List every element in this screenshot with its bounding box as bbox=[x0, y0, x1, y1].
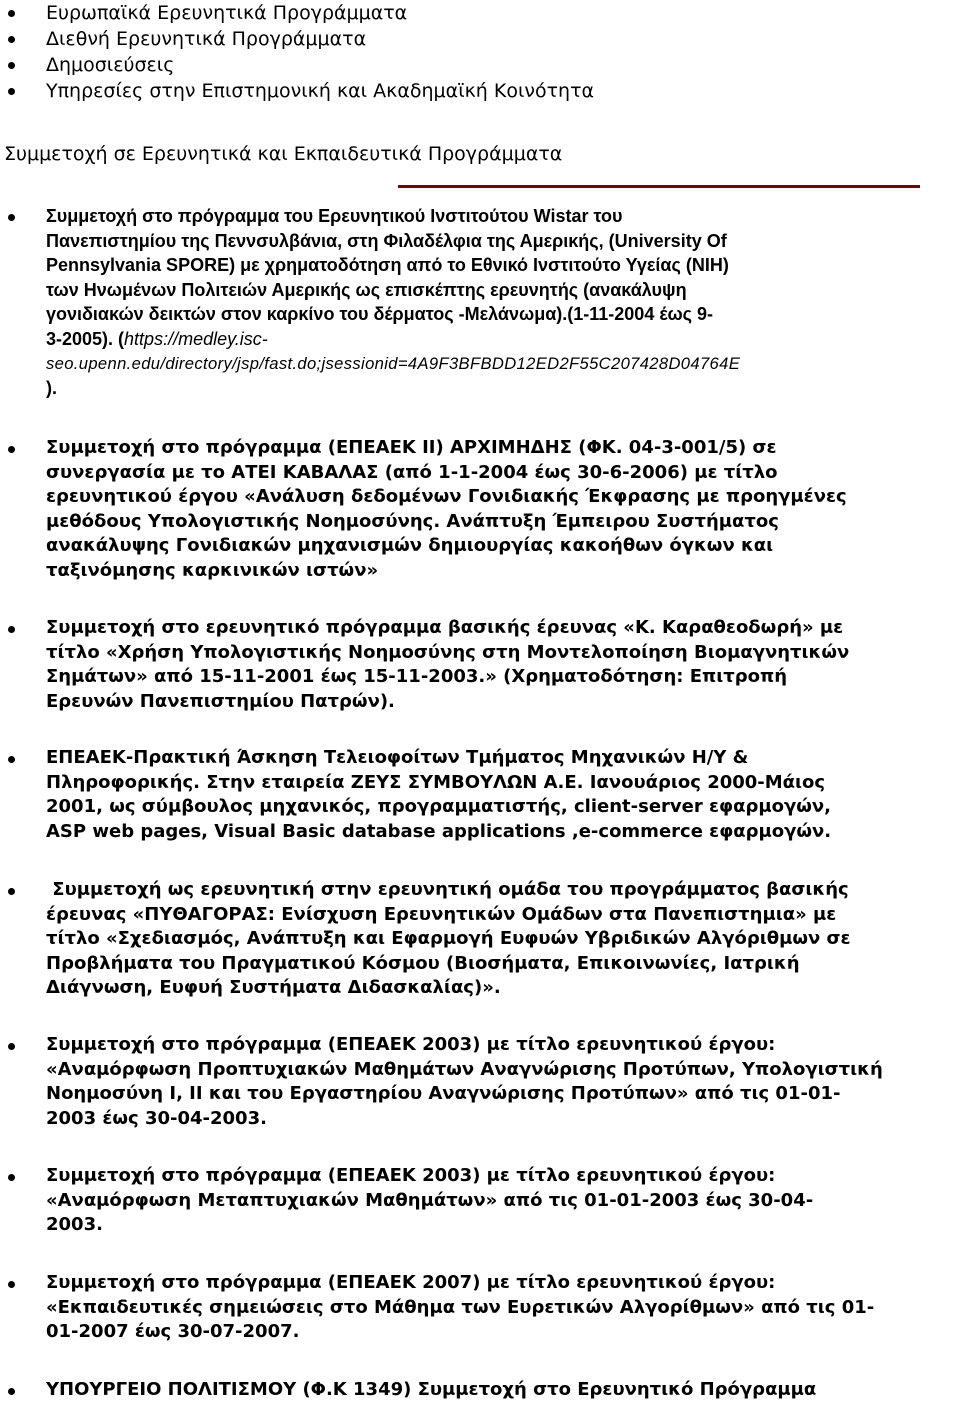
bullet-icon bbox=[8, 756, 15, 763]
entry-line: Διάγνωση, Ευφυή Συστήματα Διδασκαλίας)». bbox=[46, 977, 501, 999]
list-item-label: Ευρωπαϊκά Ερευνητικά Προγράμματα bbox=[46, 2, 408, 24]
bullet-icon bbox=[8, 888, 15, 895]
entry-line: ). bbox=[46, 378, 57, 399]
entry-text bbox=[46, 878, 951, 1001]
entry-line: γονιδιακών δεικτών στον καρκίνο του δέρματος -Μελάνωμα).(1-11-2004 έως 9- bbox=[46, 304, 714, 325]
entry-text bbox=[46, 436, 951, 584]
entry-line: Συμμετοχή ως ερευνητική στην ερευνητική ομάδα του προγράμματος βασικής bbox=[46, 879, 849, 900]
entry-line: «Εκπαιδευτικές σημειώσεις στο Μάθημα των Ευρετικών Αλγορίθμων» από τις 01- bbox=[46, 1296, 875, 1318]
entry-line-text: 3-2005). ( bbox=[46, 328, 125, 349]
list-item bbox=[0, 78, 960, 104]
entry-item bbox=[0, 436, 960, 584]
entry-item bbox=[0, 1271, 960, 1345]
section-divider bbox=[398, 185, 920, 188]
list-item bbox=[0, 52, 960, 78]
url-link[interactable]: https://medley.isc- bbox=[124, 328, 268, 349]
entry-text bbox=[46, 746, 951, 844]
entry-line: ερευνητικού έργου «Ανάλυση δεδομένων Γονιδιακής Έκφρασης με προηγμένες bbox=[46, 486, 847, 508]
entry-text bbox=[46, 616, 951, 714]
entry-line: Σημάτων» από 15-11-2001 έως 15-11-2003.» (Χρηματοδότηση: Επιτροπή bbox=[46, 666, 788, 688]
entry-line: των Ηνωμένων Πολιτειών Αμερικής ως επισκέπτης ερευνητής (ανακάλυψη bbox=[46, 279, 687, 300]
section-heading: Συμμετοχή σε Ερευνητικά και Εκπαιδευτικά Προγράμματα bbox=[4, 143, 563, 165]
entry-text bbox=[46, 1378, 951, 1403]
entry-line: τίτλο «Χρήση Υπολογιστικής Νοημοσύνης στη Μοντελοποίηση Βιομαγνητικών bbox=[46, 641, 850, 663]
entry-line: ASP web pages, Visual Basic database applications ,e-commerce εφαρμογών. bbox=[46, 820, 832, 842]
entry-item bbox=[0, 204, 960, 401]
entry-line: Πανεπιστημίου της Πεννσυλβάνια, στη Φιλαδέλφια της Αμερικής, (University Of bbox=[46, 230, 727, 251]
list-item bbox=[0, 26, 960, 52]
entry-line: Συμμετοχή στο ερευνητικό πρόγραμμα βασικής έρευνας «Κ. Καραθεοδωρή» με bbox=[46, 617, 844, 638]
entry-line: Νοημοσύνη Ι, ΙΙ και του Εργαστηρίου Αναγνώρισης Προτύπων» από τις 01-01- bbox=[46, 1083, 841, 1105]
bullet-icon bbox=[8, 10, 15, 17]
bullet-icon bbox=[8, 1043, 15, 1050]
entry-line: «Αναμόρφωση Μεταπτυχιακών Μαθημάτων» από τις 01-01-2003 έως 30-04- bbox=[46, 1189, 814, 1211]
entry-text bbox=[46, 204, 951, 401]
entry-text bbox=[46, 1164, 951, 1238]
entry-line: Συμμετοχή στο πρόγραμμα (ΕΠΕΑΕΚ 2003) με τίτλο ερευνητικού έργου: bbox=[46, 1165, 776, 1186]
bullet-icon bbox=[8, 62, 15, 69]
bullet-icon bbox=[8, 1281, 15, 1288]
entry-line: έρευνας «ΠΥΘΑΓΟΡΑΣ: Ενίσχυση Ερευνητικών Ομάδων στα Πανεπιστημια» με bbox=[46, 903, 837, 925]
entry-line: ΥΠΟΥΡΓΕΙΟ ΠΟΛΙΤΙΣΜΟΥ (Φ.Κ 1349) Συμμετοχή στο Ερευνητικό Πρόγραμμα bbox=[46, 1379, 817, 1400]
bullet-icon bbox=[8, 214, 15, 221]
entry-item bbox=[0, 616, 960, 714]
entry-line: Συμμετοχή στο πρόγραμμα (ΕΠΕΑΕΚ 2003) με τίτλο ερευνητικού έργου: bbox=[46, 1034, 776, 1055]
entry-line: 2001, ως σύμβουλος μηχανικός, προγραμματιστής, client-server εφαρμογών, bbox=[46, 796, 831, 818]
entry-text bbox=[46, 1271, 951, 1345]
entry-line: 2003 έως 30-04-2003. bbox=[46, 1107, 267, 1129]
bullet-icon bbox=[8, 36, 15, 43]
list-item-label: Διεθνή Ερευνητικά Προγράμματα bbox=[46, 28, 367, 50]
bullet-icon bbox=[8, 626, 15, 633]
list-item bbox=[0, 0, 960, 26]
entry-line: Πληροφορικής. Στην εταιρεία ΖΕΥΣ ΣΥΜΒΟΥΛΩΝ Α.Ε. Ιανουάριος 2000-Μάιος bbox=[46, 771, 826, 793]
bullet-icon bbox=[8, 1388, 15, 1395]
entry-item bbox=[0, 1378, 960, 1403]
entry-line: Ερευνών Πανεπιστημίου Πατρών). bbox=[46, 690, 395, 712]
entry-line: Συμμετοχή στο πρόγραμμα (ΕΠΕΑΕΚ 2007) με τίτλο ερευνητικού έργου: bbox=[46, 1272, 776, 1293]
bullet-icon bbox=[8, 1174, 15, 1181]
entry-text bbox=[46, 1033, 951, 1131]
entry-line: συνεργασία με το ΑΤΕΙ ΚΑΒΑΛΑΣ (από 1-1-2004 έως 30-6-2006) με τίτλο bbox=[46, 461, 778, 483]
entry-line: Προβλήματα του Πραγματικού Κόσμου (Βιοσήματα, Επικοινωνίες, Ιατρική bbox=[46, 952, 800, 974]
entry-line: «Αναμόρφωση Προπτυχιακών Μαθημάτων Αναγνώρισης Προτύπων, Υπολογιστική bbox=[46, 1058, 883, 1080]
entry-line: τίτλο «Σχεδιασμός, Ανάπτυξη και Εφαρμογή Ευφυών Υβριδικών Αλγόριθμων σε bbox=[46, 928, 851, 950]
entry-line bbox=[46, 327, 951, 352]
bullet-icon bbox=[8, 88, 15, 95]
entry-line: Συμμετοχή στο πρόγραμμα του Ερευνητικού Ινστιτούτου Wistar του bbox=[46, 206, 623, 226]
entry-item bbox=[0, 1033, 960, 1131]
entry-line: ταξινόμησης καρκινικών ιστών» bbox=[46, 559, 379, 581]
list-item-label: Δημοσιεύσεις bbox=[46, 54, 175, 76]
section-list bbox=[0, 0, 960, 104]
entry-item bbox=[0, 1164, 960, 1238]
url-link[interactable]: seo.upenn.edu/directory/jsp/fast.do;jsessionid=4A9F3BFBDD12ED2F55C207428D04764E bbox=[46, 353, 741, 373]
entry-item bbox=[0, 878, 960, 1001]
entry-item bbox=[0, 746, 960, 844]
entry-line: μεθόδους Υπολογιστικής Νοημοσύνης. Ανάπτυξη Έμπειρου Συστήματος bbox=[46, 510, 779, 532]
entry-line: 2003. bbox=[46, 1214, 103, 1236]
entry-line: Συμμετοχή στο πρόγραμμα (ΕΠΕΑΕΚ ΙΙ) ΑΡΧΙΜΗΔΗΣ (ΦΚ. 04-3-001/5) σε bbox=[46, 437, 777, 458]
entry-line: 01-2007 έως 30-07-2007. bbox=[46, 1321, 300, 1343]
entry-line: Pennsylvania SPORE) με χρηματοδότηση από το Εθνικό Ινστιτούτο Υγείας (NIH) bbox=[46, 255, 729, 276]
bullet-icon bbox=[8, 446, 15, 453]
entry-line: ανακάλυψης Γονιδιακών μηχανισμών δημιουργίας κακοήθων όγκων και bbox=[46, 535, 774, 557]
entry-line: ΕΠΕΑΕΚ-Πρακτική Άσκηση Τελειοφοίτων Τμήματος Μηχανικών Η/Υ & bbox=[46, 747, 749, 768]
list-item-label: Υπηρεσίες στην Επιστημονική και Ακαδημαϊκή Κοινότητα bbox=[46, 80, 595, 102]
